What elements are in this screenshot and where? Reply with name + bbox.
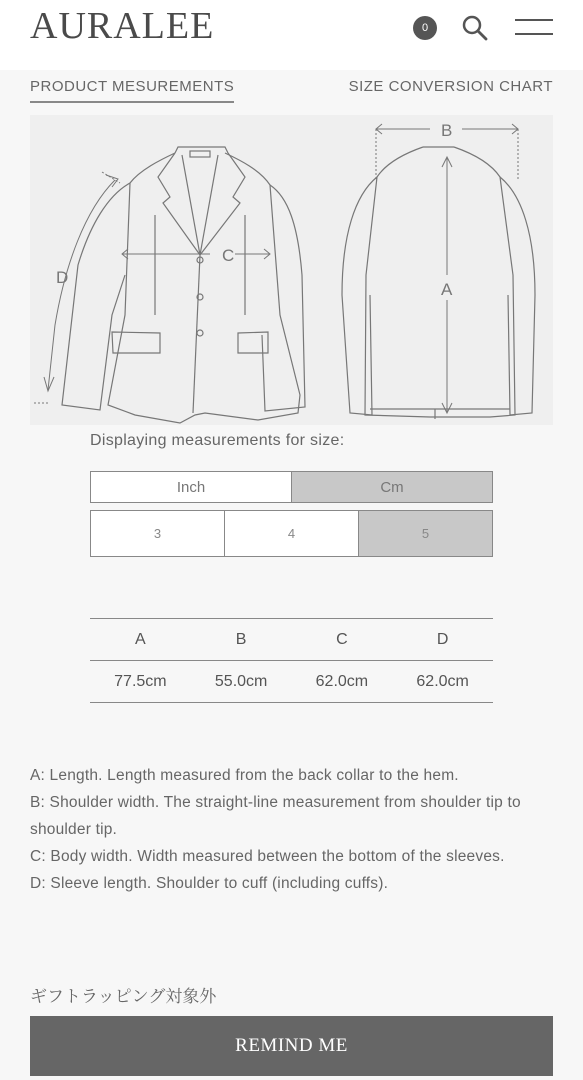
header-d: D <box>392 619 493 661</box>
value-d: 62.0cm <box>392 661 493 703</box>
header <box>0 0 583 70</box>
value-a: 77.5cm <box>90 661 191 703</box>
cart-badge[interactable]: 0 <box>413 16 437 40</box>
unit-inch-button[interactable]: Inch <box>91 472 291 502</box>
tab-product-measurements[interactable]: PRODUCT MESUREMENTS <box>30 78 234 103</box>
tab-size-conversion-chart[interactable]: SIZE CONVERSION CHART <box>348 78 553 95</box>
header-b: B <box>191 619 292 661</box>
measurement-notes <box>30 762 553 897</box>
size-5-button[interactable]: 5 <box>358 511 492 556</box>
note-a: A: Length. Length measured from the back collar to the hem. <box>30 767 459 784</box>
label-d: D <box>56 268 69 287</box>
label-a: A <box>441 280 453 299</box>
note-b: B: Shoulder width. The straight-line measurement from shoulder tip to shoulder tip. <box>30 794 521 838</box>
measurement-table <box>90 618 493 703</box>
note-c: C: Body width. Width measured between the bottom of the sleeves. <box>30 848 505 865</box>
search-icon[interactable] <box>461 14 489 42</box>
note-d: D: Sleeve length. Shoulder to cuff (including cuffs). <box>30 875 389 892</box>
header-c: C <box>292 619 393 661</box>
label-c: C <box>222 246 235 265</box>
jacket-back-illustration <box>342 147 535 419</box>
measurement-tabs <box>30 78 553 108</box>
value-b: 55.0cm <box>191 661 292 703</box>
size-4-button[interactable]: 4 <box>224 511 358 556</box>
size-caption: Displaying measurements for size: <box>90 432 345 449</box>
unit-toggle <box>90 471 493 503</box>
hamburger-menu-icon[interactable] <box>515 16 553 38</box>
remind-me-button[interactable]: REMIND ME <box>30 1016 553 1076</box>
size-3-button[interactable]: 3 <box>91 511 224 556</box>
size-selector <box>90 510 493 557</box>
header-a: A <box>90 619 191 661</box>
jacket-front-illustration <box>62 147 305 423</box>
brand-logo[interactable]: AURALEE <box>30 5 215 47</box>
table-header-row <box>90 619 493 661</box>
unit-cm-button[interactable]: Cm <box>291 472 492 502</box>
value-c: 62.0cm <box>292 661 393 703</box>
label-b: B <box>441 121 453 140</box>
jacket-measurement-diagram <box>30 115 553 425</box>
gift-wrapping-note: ギフトラッピング対象外 <box>30 987 217 1006</box>
table-row <box>90 661 493 703</box>
